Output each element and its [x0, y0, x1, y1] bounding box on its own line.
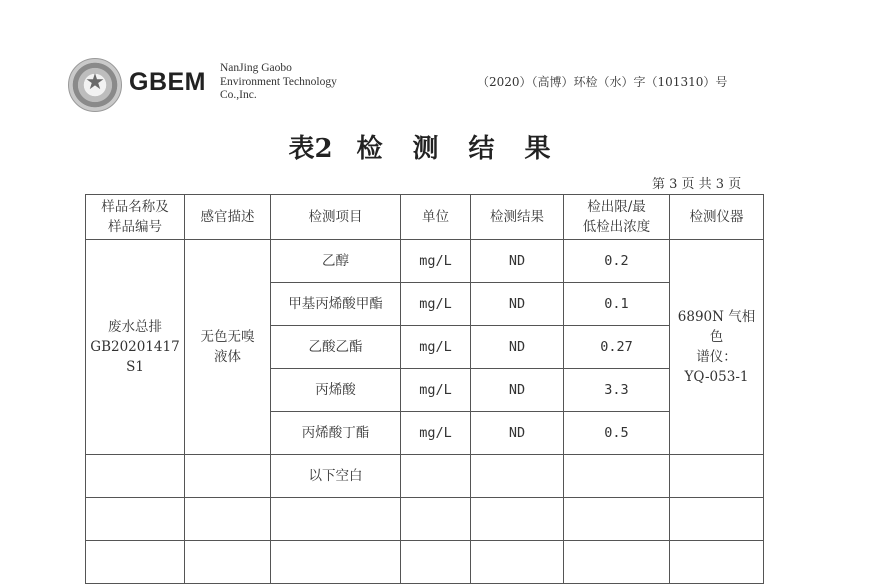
result-cell: ND: [471, 412, 564, 455]
header-instrument: 检测仪器: [670, 195, 764, 240]
result-cell: ND: [471, 369, 564, 412]
company-seal-logo: [68, 58, 122, 112]
sample-cell: 废水总排 GB20201417 S1: [86, 240, 185, 455]
page-counter: 第 3 页 共 3 页: [652, 177, 742, 192]
item-cell: 乙酸乙酯: [271, 326, 401, 369]
table-row-empty: [86, 498, 764, 541]
result-cell: ND: [471, 283, 564, 326]
brand-logo-text: GBEM: [129, 68, 206, 96]
item-cell: 乙醇: [271, 240, 401, 283]
table-row: [86, 240, 764, 283]
unit-cell: mg/L: [401, 369, 471, 412]
header-sensory: 感官描述: [185, 195, 271, 240]
header-limit: 检出限/最 低检出浓度: [564, 195, 670, 240]
limit-cell: 0.1: [564, 283, 670, 326]
company-name: [220, 62, 337, 103]
unit-cell: mg/L: [401, 283, 471, 326]
blank-note: 以下空白: [271, 455, 401, 498]
header-sample: 样品名称及 样品编号: [86, 195, 185, 240]
table-row-blank-note: [86, 455, 764, 498]
item-cell: 甲基丙烯酸甲酯: [271, 283, 401, 326]
limit-cell: 0.27: [564, 326, 670, 369]
result-cell: ND: [471, 326, 564, 369]
limit-cell: 0.2: [564, 240, 670, 283]
unit-cell: mg/L: [401, 412, 471, 455]
table-header-row: [86, 195, 764, 240]
table-row-empty: [86, 541, 764, 584]
header-unit: 单位: [401, 195, 471, 240]
header-result: 检测结果: [471, 195, 564, 240]
header-item: 检测项目: [271, 195, 401, 240]
result-cell: ND: [471, 240, 564, 283]
table-number: 表2: [288, 134, 333, 164]
company-name-line: NanJing Gaobo: [220, 62, 292, 74]
instrument-cell: 6890N 气相色 谱仪： YQ-053-1: [670, 240, 764, 455]
unit-cell: mg/L: [401, 240, 471, 283]
results-table: [85, 194, 764, 584]
page-title: [0, 128, 869, 165]
company-name-line: Environment Technology: [220, 75, 337, 88]
item-cell: 丙烯酸: [271, 369, 401, 412]
limit-cell: 3.3: [564, 369, 670, 412]
limit-cell: 0.5: [564, 412, 670, 455]
report-number: （2020）（高博）环检（水）字（101310）号: [477, 75, 728, 89]
sensory-cell: 无色无嗅 液体: [185, 240, 271, 455]
table-title: 检测结果: [356, 134, 581, 164]
item-cell: 丙烯酸丁酯: [271, 412, 401, 455]
company-name-line: Co.,Inc.: [220, 89, 257, 101]
unit-cell: mg/L: [401, 326, 471, 369]
